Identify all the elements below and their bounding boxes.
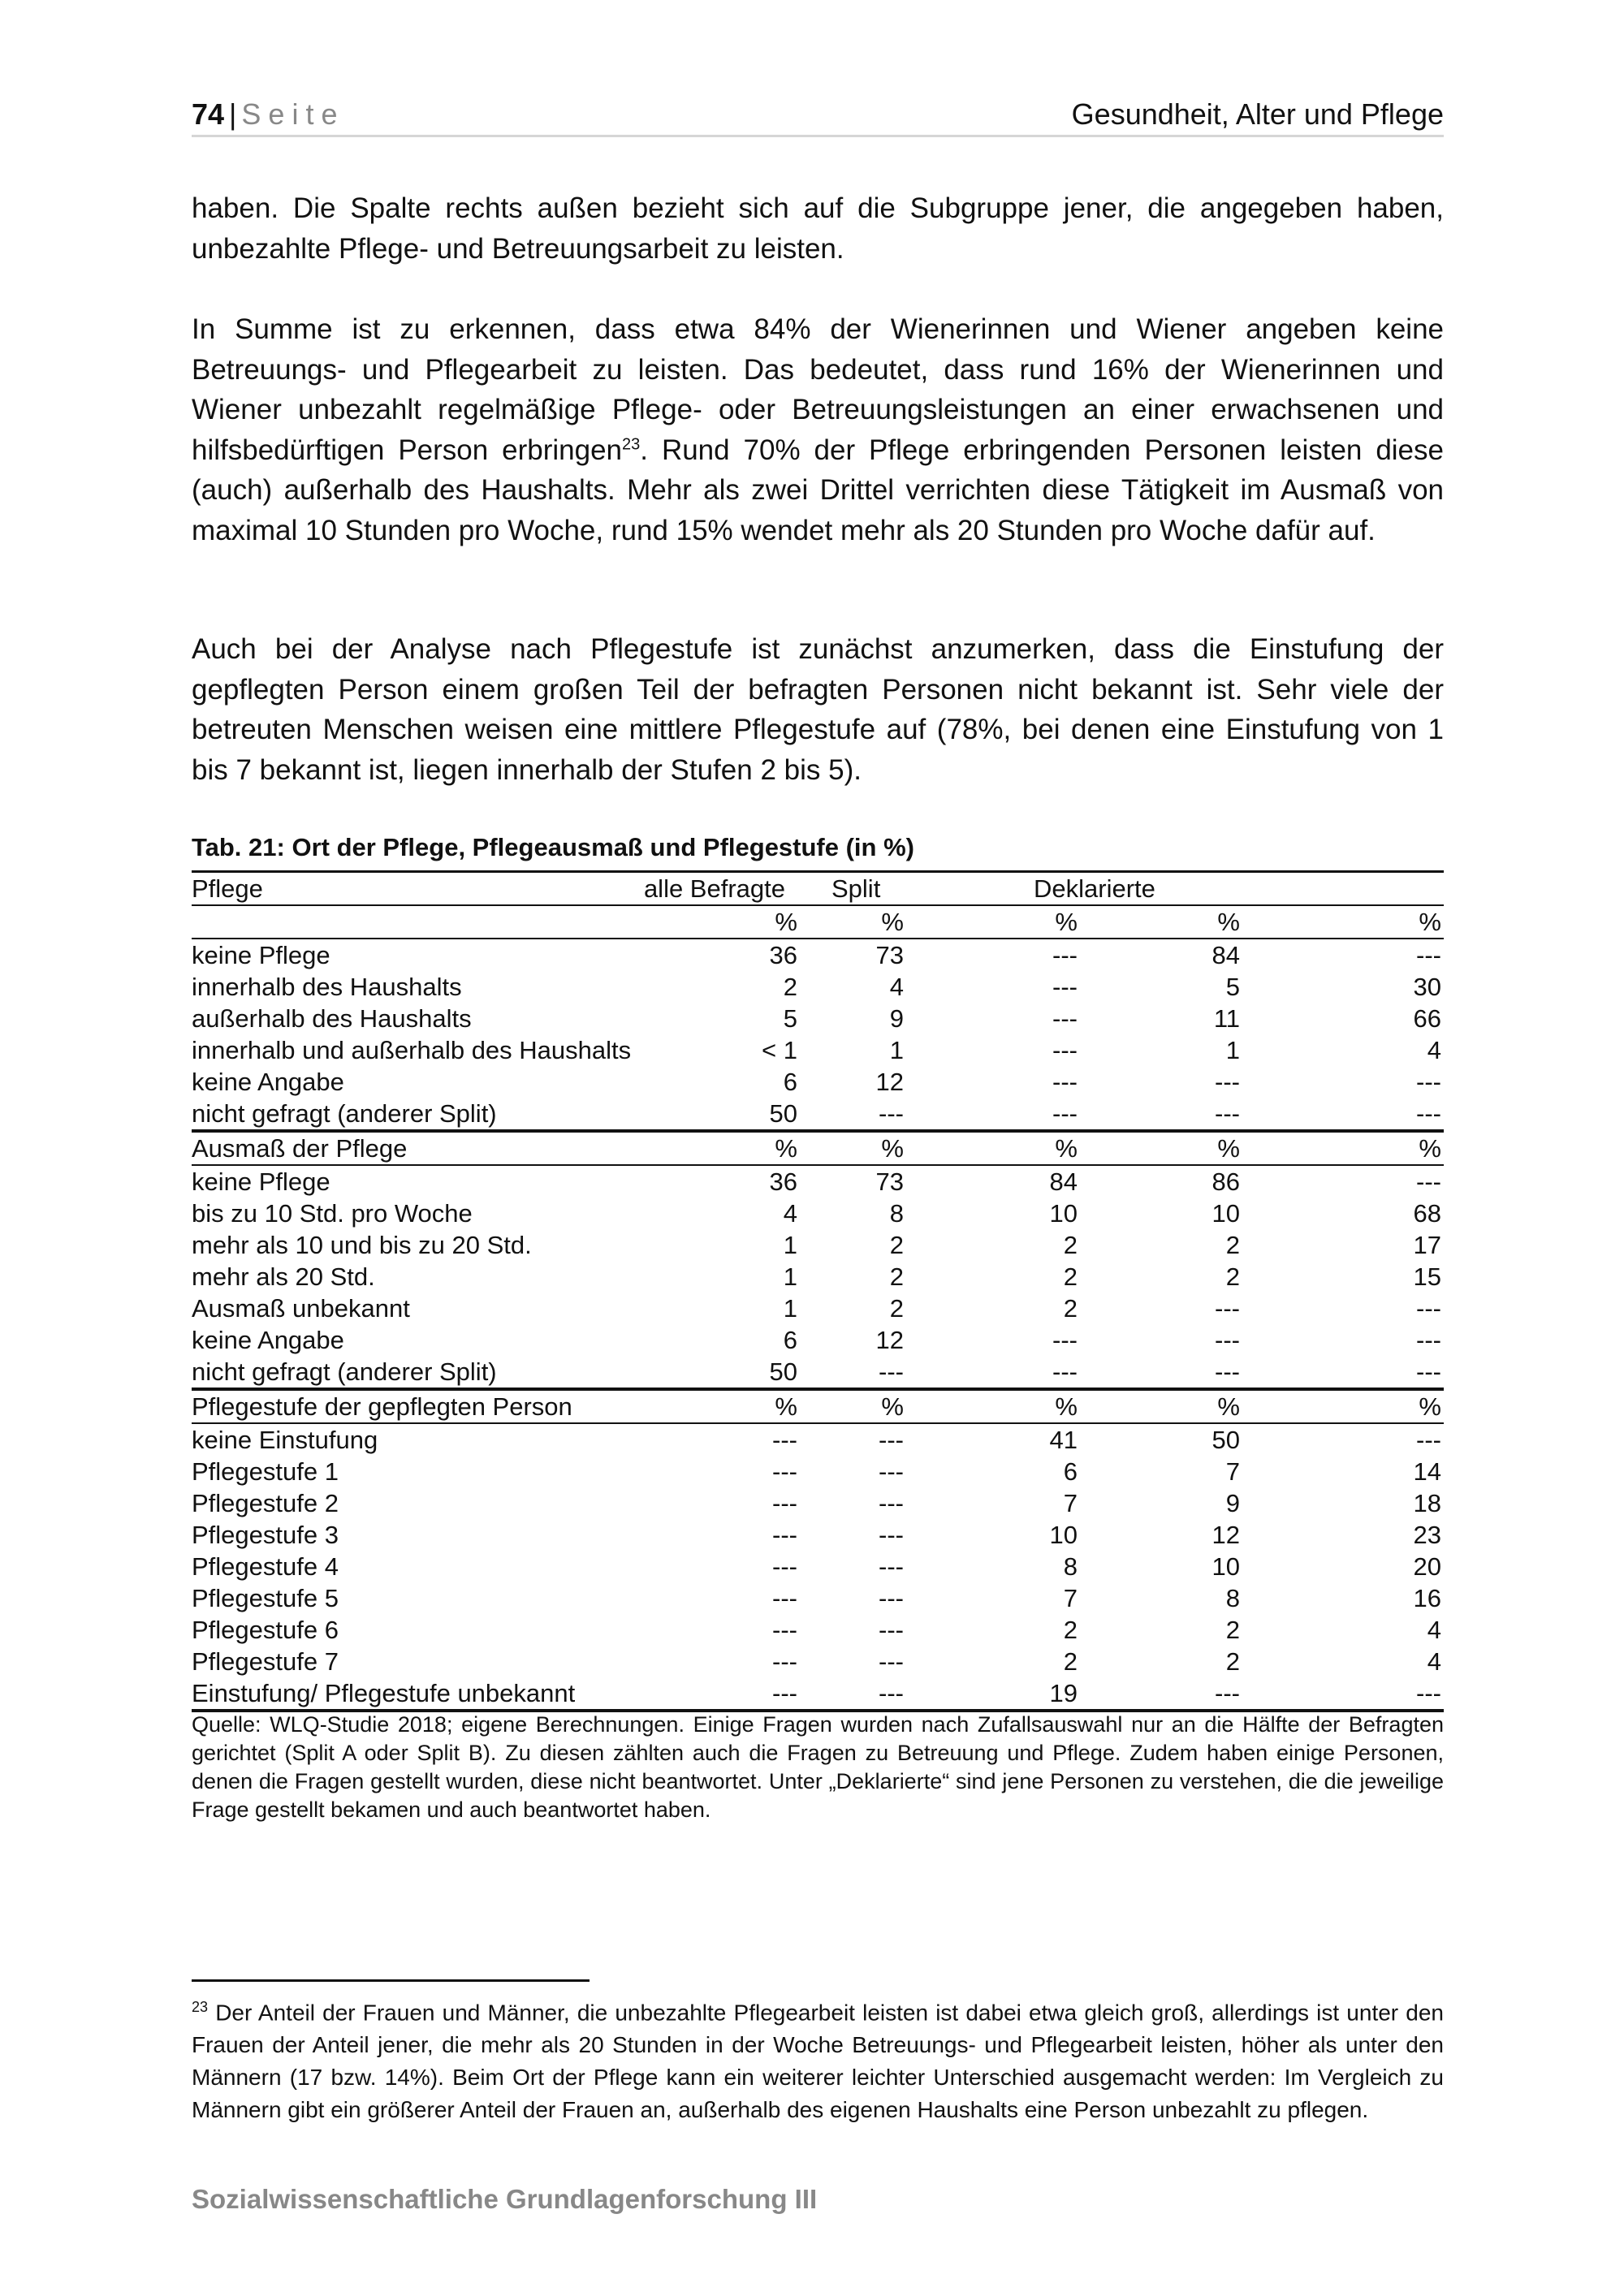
value-cell: 68 [1413, 1199, 1441, 1228]
value-cell: 36 [769, 1167, 797, 1196]
value-cell: --- [879, 1489, 904, 1517]
header-pflege: Pflege [192, 874, 263, 903]
unit-cell: % [881, 1392, 904, 1421]
table-row [192, 1066, 1444, 1098]
table-row [192, 1551, 1444, 1582]
value-cell: 7 [1225, 1457, 1240, 1486]
table-title: Tab. 21: Ort der Pflege, Pflegeausmaß und Pflegestufe (in %) [192, 833, 914, 861]
value-cell: 23 [1413, 1521, 1441, 1549]
table-row [192, 1677, 1444, 1712]
value-cell: --- [879, 1426, 904, 1454]
row-label: Pflegestufe 2 [192, 1489, 339, 1517]
value-cell: 5 [1225, 973, 1240, 1001]
data-table [192, 870, 1444, 1712]
value-cell: 7 [1063, 1489, 1078, 1517]
value-cell: 8 [1063, 1552, 1078, 1581]
page-footer: Sozialwissenschaftliche Grundlagenforschung III [192, 2184, 818, 2214]
value-cell: --- [1215, 1679, 1240, 1707]
page-word: Seite [241, 97, 345, 131]
unit-cell: % [1217, 1134, 1240, 1163]
value-cell: 2 [889, 1262, 904, 1291]
footnote-number: 23 [192, 1999, 209, 2015]
table-row [192, 1456, 1444, 1487]
value-cell: 4 [1427, 1647, 1441, 1676]
value-cell: --- [1416, 1679, 1441, 1707]
paragraph-2-text-cont: . Rund 70% der Pflege erbringenden Personen leisten diese (auch) außerhalb des Haushalts. Mehr als zwei Drittel verrichten diese Tätigkeit im Ausmaß von maximal 10 Stunden pro Woche, rund 15% wendet mehr als 20 Stunden pro Woche dafür auf. [192, 434, 1444, 546]
table-row [192, 1424, 1444, 1456]
table-row [192, 1293, 1444, 1324]
value-cell: 73 [875, 941, 904, 969]
value-cell: --- [1052, 1068, 1078, 1096]
page-header [192, 91, 1444, 137]
table-row [192, 971, 1444, 1003]
row-label: keine Pflege [192, 1167, 330, 1196]
unit-cell: % [1055, 1392, 1078, 1421]
paragraph-2-text: In Summe ist zu erkennen, dass etwa 84% der Wienerinnen und Wiener angeben keine Betreuungs- und Pflegearbeit zu leisten. Das bedeutet, dass rund 16% der Wienerinnen und Wiener unbezahlt regelmäßige Pflege- oder Betreuungsleistungen an einer erwachsenen und hilfsbedürftigen Person erbringen [192, 313, 1444, 466]
row-label: Ausmaß unbekannt [192, 1294, 410, 1323]
value-cell: --- [879, 1457, 904, 1486]
value-cell: 84 [1049, 1167, 1078, 1196]
value-cell: 1 [889, 1036, 904, 1064]
value-cell: 5 [783, 1004, 797, 1033]
value-cell: 2 [1225, 1647, 1240, 1676]
value-cell: 8 [889, 1199, 904, 1228]
value-cell: 4 [889, 973, 904, 1001]
value-cell: --- [1416, 1068, 1441, 1096]
value-cell: 2 [1063, 1647, 1078, 1676]
value-cell: --- [772, 1552, 797, 1581]
value-cell: --- [1416, 1326, 1441, 1354]
row-label: keine Pflege [192, 941, 330, 969]
row-label: bis zu 10 Std. pro Woche [192, 1199, 473, 1228]
value-cell: --- [1215, 1294, 1240, 1323]
page-number-label [192, 97, 344, 132]
row-label: innerhalb des Haushalts [192, 973, 462, 1001]
value-cell: 4 [1427, 1036, 1441, 1064]
unit-cell: % [1419, 908, 1441, 936]
value-cell: 66 [1413, 1004, 1441, 1033]
value-cell: --- [1052, 1099, 1078, 1128]
unit-cell: % [881, 908, 904, 936]
unit-cell: % [1419, 1392, 1441, 1421]
value-cell: 10 [1212, 1552, 1240, 1581]
page-number: 74 [192, 97, 225, 131]
header-deklarierte: Deklarierte [1034, 874, 1155, 903]
value-cell: 2 [1063, 1294, 1078, 1323]
value-cell: 50 [1212, 1426, 1240, 1454]
value-cell: 2 [1225, 1262, 1240, 1291]
value-cell: 2 [783, 973, 797, 1001]
value-cell: --- [879, 1552, 904, 1581]
table-row [192, 1166, 1444, 1198]
value-cell: 19 [1049, 1679, 1078, 1707]
footnote-text: Der Anteil der Frauen und Männer, die unbezahlte Pflegearbeit leisten ist dabei etwa gleich groß, allerdings ist unter den Frauen der Anteil jener, die mehr als 20 Stunden in der Woche Betreuungs- und Pflegearbeit leisten, höher als unter den Männern (17 bzw. 14%). Beim Ort der Pflege kann ein weiterer leichter Unterschied ausgemacht werden: Im Vergleich zu Männern gibt ein größerer Anteil der Frauen an, außerhalb des eigenen Haushalts eine Person unbezahlt zu pflegen. [192, 2000, 1445, 2123]
value-cell: --- [1416, 1357, 1441, 1386]
section-header-row [192, 1133, 1444, 1166]
value-cell: --- [772, 1584, 797, 1612]
value-cell: 84 [1212, 941, 1240, 969]
value-cell: --- [1215, 1357, 1240, 1386]
unit-cell: % [1055, 908, 1078, 936]
value-cell: 30 [1413, 973, 1441, 1001]
value-cell: --- [879, 1357, 904, 1386]
footnote-divider [192, 1979, 590, 1982]
value-cell: --- [1052, 941, 1078, 969]
table-row [192, 1003, 1444, 1034]
value-cell: < 1 [762, 1036, 797, 1064]
value-cell: --- [1416, 1167, 1441, 1196]
table-row [192, 1614, 1444, 1646]
value-cell: 73 [875, 1167, 904, 1196]
row-label: Pflegestufe 3 [192, 1521, 339, 1549]
value-cell: --- [772, 1679, 797, 1707]
value-cell: 2 [1063, 1231, 1078, 1259]
row-label: Pflegestufe 5 [192, 1584, 339, 1612]
unit-cell: % [775, 1392, 797, 1421]
table-source-note: Quelle: WLQ-Studie 2018; eigene Berechnungen. Einige Fragen wurden nach Zufallsauswahl nur an die Hälfte der Befragten gerichtet (Split A oder Split B). Zu diesen zählten auch die Fragen zu Betreuung und Pflege. Zudem haben einige Personen, denen die Fragen gestellt wurden, diese nicht beantwortet. Unter „Deklarierte“ sind jene Personen zu verstehen, die die jeweilige Frage gestellt bekamen und auch beantwortet haben. [192, 1712, 1444, 1822]
value-cell: --- [772, 1489, 797, 1517]
value-cell: 2 [1063, 1616, 1078, 1644]
row-label: nicht gefragt (anderer Split) [192, 1357, 497, 1386]
value-cell: 12 [1212, 1521, 1240, 1549]
value-cell: 20 [1413, 1552, 1441, 1581]
table-row [192, 1582, 1444, 1614]
value-cell: --- [879, 1521, 904, 1549]
value-cell: --- [772, 1521, 797, 1549]
unit-cell: % [1419, 1134, 1441, 1163]
value-cell: --- [1052, 973, 1078, 1001]
value-cell: --- [1215, 1068, 1240, 1096]
value-cell: --- [879, 1616, 904, 1644]
value-cell: 8 [1225, 1584, 1240, 1612]
value-cell: 14 [1413, 1457, 1441, 1486]
table-header-row [192, 870, 1444, 906]
header-alle-befragte: alle Befragte [643, 874, 785, 903]
footnote [192, 1991, 1444, 2126]
value-cell: --- [772, 1616, 797, 1644]
value-cell: --- [1416, 1294, 1441, 1323]
row-label: innerhalb und außerhalb des Haushalts [192, 1036, 632, 1064]
value-cell: --- [1052, 1357, 1078, 1386]
row-label: Einstufung/ Pflegestufe unbekannt [192, 1679, 576, 1707]
table-row [192, 1324, 1444, 1356]
paragraph-3: Auch bei der Analyse nach Pflegestufe ist zunächst anzumerken, dass die Einstufung der gepflegten Person einem großen Teil der befragten Personen nicht bekannt ist. Sehr viele der betreuten Menschen weisen eine mittlere Pflegestufe auf (78%, bei denen eine Einstufung von 1 bis 7 bekannt ist, liegen innerhalb der Stufen 2 bis 5). [192, 633, 1444, 786]
table-row [192, 1646, 1444, 1677]
value-cell: 11 [1213, 1004, 1240, 1033]
value-cell: 16 [1413, 1584, 1441, 1612]
chapter-title: Gesundheit, Alter und Pflege [1071, 97, 1444, 131]
row-label: Pflegestufe 6 [192, 1616, 339, 1644]
value-cell: 7 [1063, 1584, 1078, 1612]
section-title: Ausmaß der Pflege [192, 1134, 408, 1163]
value-cell: 1 [1225, 1036, 1240, 1064]
unit-cell: % [1217, 908, 1240, 936]
value-cell: 9 [889, 1004, 904, 1033]
table-row [192, 1198, 1444, 1229]
row-label: mehr als 10 und bis zu 20 Std. [192, 1231, 532, 1259]
row-label: keine Angabe [192, 1326, 344, 1354]
value-cell: --- [879, 1099, 904, 1128]
value-cell: 17 [1413, 1231, 1441, 1259]
value-cell: --- [1052, 1036, 1078, 1064]
unit-cell: % [1217, 1392, 1240, 1421]
row-label: keine Angabe [192, 1068, 344, 1096]
value-cell: --- [1052, 1004, 1078, 1033]
value-cell: 36 [769, 941, 797, 969]
value-cell: --- [1416, 1099, 1441, 1128]
value-cell: 6 [783, 1068, 797, 1096]
value-cell: 41 [1049, 1426, 1078, 1454]
section-title: Pflegestufe der gepflegten Person [192, 1392, 572, 1421]
value-cell: 12 [875, 1326, 904, 1354]
value-cell: 10 [1212, 1199, 1240, 1228]
value-cell: --- [772, 1426, 797, 1454]
value-cell: 10 [1049, 1199, 1078, 1228]
value-cell: --- [879, 1679, 904, 1707]
value-cell: 4 [1427, 1616, 1441, 1644]
value-cell: 2 [1225, 1616, 1240, 1644]
value-cell: --- [1215, 1326, 1240, 1354]
row-label: Pflegestufe 7 [192, 1647, 339, 1676]
paragraph-2 [192, 309, 1444, 550]
table-row [192, 1034, 1444, 1066]
table-row [192, 939, 1444, 971]
separator: | [229, 97, 237, 131]
value-cell: --- [1416, 1426, 1441, 1454]
row-label: außerhalb des Haushalts [192, 1004, 472, 1033]
header-split: Split [831, 874, 881, 903]
value-cell: 9 [1225, 1489, 1240, 1517]
table-row [192, 1098, 1444, 1133]
value-cell: --- [1416, 941, 1441, 969]
unit-cell: % [881, 1134, 904, 1163]
paragraph-1: haben. Die Spalte rechts außen bezieht sich auf die Subgruppe jener, die angegeben haben, unbezahlte Pflege- und Betreuungsarbeit zu leisten. [192, 192, 1444, 265]
row-label: nicht gefragt (anderer Split) [192, 1099, 497, 1128]
table-row [192, 1261, 1444, 1293]
value-cell: --- [1215, 1099, 1240, 1128]
value-cell: 86 [1212, 1167, 1240, 1196]
value-cell: 6 [783, 1326, 797, 1354]
value-cell: 50 [769, 1099, 797, 1128]
value-cell: 12 [875, 1068, 904, 1096]
row-label: Pflegestufe 1 [192, 1457, 339, 1486]
value-cell: 10 [1049, 1521, 1078, 1549]
table-row [192, 1356, 1444, 1391]
value-cell: 6 [1063, 1457, 1078, 1486]
value-cell: 4 [783, 1199, 797, 1228]
row-label: Pflegestufe 4 [192, 1552, 339, 1581]
value-cell: 2 [1225, 1231, 1240, 1259]
row-label: keine Einstufung [192, 1426, 378, 1454]
unit-cell: % [775, 1134, 797, 1163]
table-row [192, 1519, 1444, 1551]
row-label: mehr als 20 Std. [192, 1262, 375, 1291]
value-cell: 2 [889, 1294, 904, 1323]
value-cell: --- [772, 1647, 797, 1676]
table-row [192, 1487, 1444, 1519]
value-cell: 2 [1063, 1262, 1078, 1291]
value-cell: 1 [783, 1262, 797, 1291]
table-unit-row [192, 906, 1444, 939]
unit-cell: % [775, 908, 797, 936]
value-cell: --- [879, 1647, 904, 1676]
value-cell: 50 [769, 1357, 797, 1386]
section-header-row [192, 1391, 1444, 1424]
value-cell: 1 [783, 1231, 797, 1259]
footnote-reference[interactable]: 23 [622, 434, 641, 453]
unit-cell: % [1055, 1134, 1078, 1163]
value-cell: --- [1052, 1326, 1078, 1354]
value-cell: 15 [1413, 1262, 1441, 1291]
value-cell: 2 [889, 1231, 904, 1259]
value-cell: 1 [783, 1294, 797, 1323]
value-cell: 18 [1413, 1489, 1441, 1517]
value-cell: --- [879, 1584, 904, 1612]
value-cell: --- [772, 1457, 797, 1486]
table-row [192, 1229, 1444, 1261]
